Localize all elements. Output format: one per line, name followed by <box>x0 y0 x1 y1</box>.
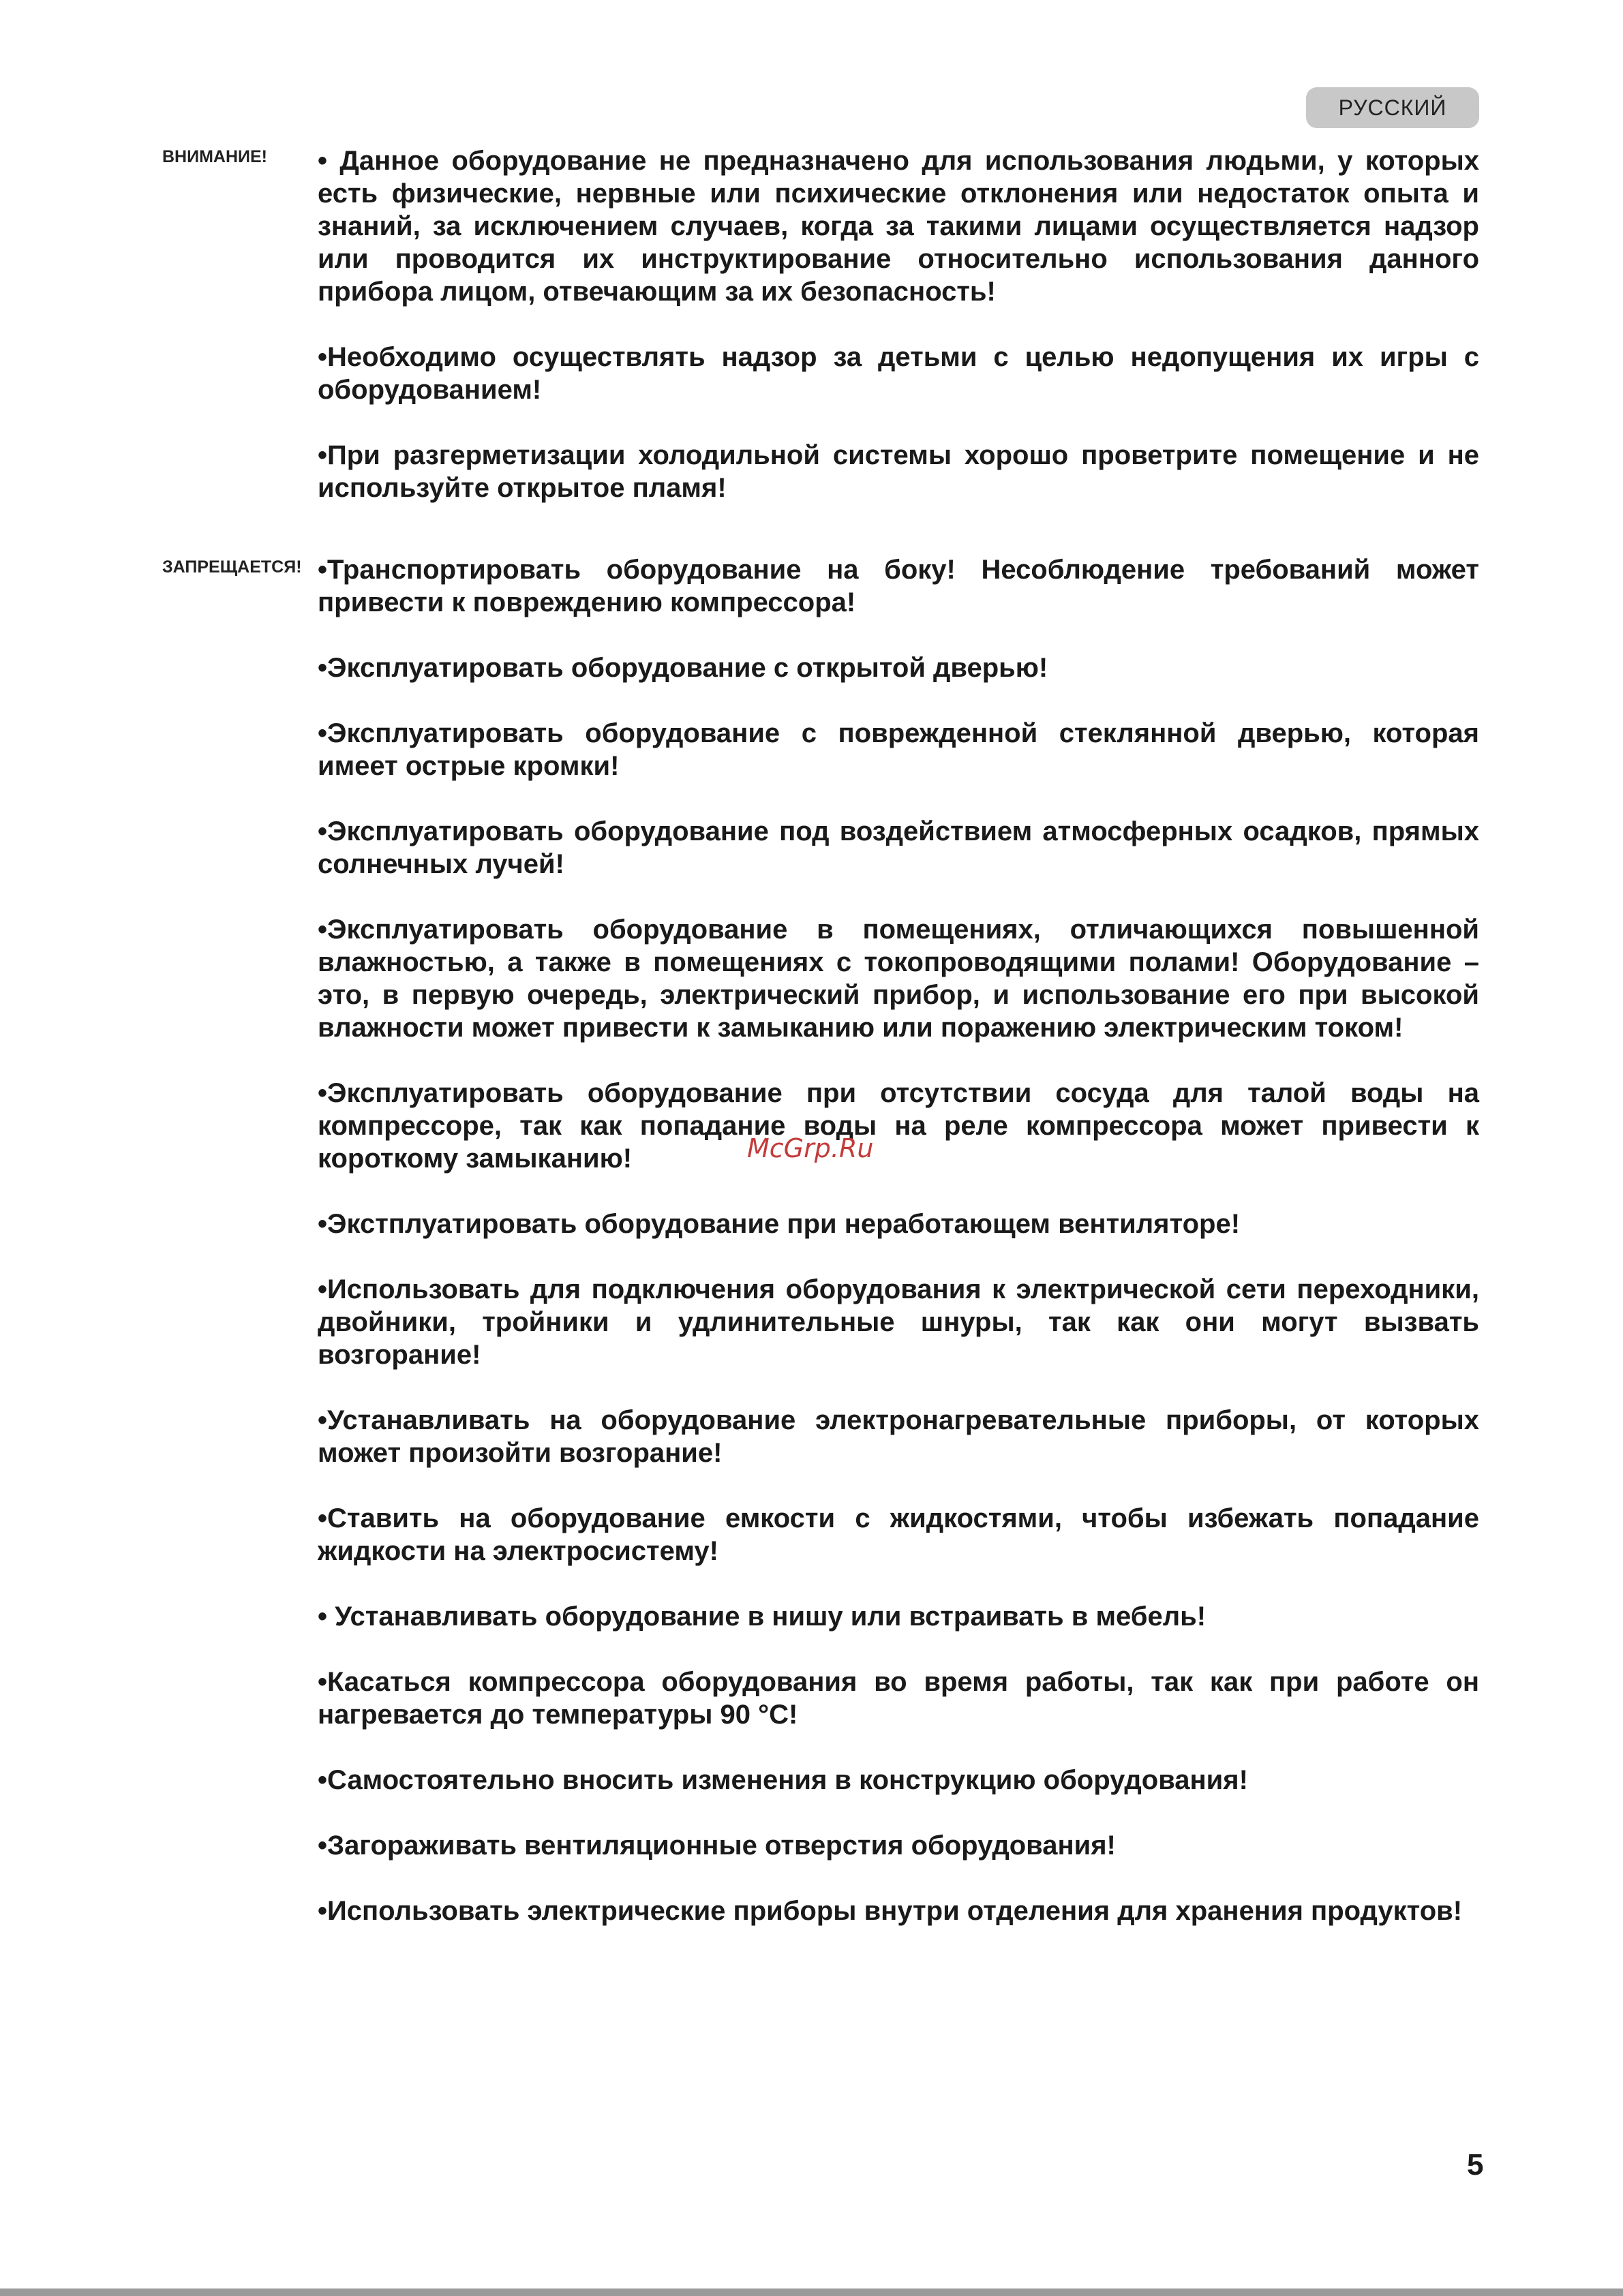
page-bottom-edge <box>0 2289 1623 2296</box>
warning-section <box>318 144 1479 504</box>
forbidden-item: •Эксплуатировать оборудование с открытой дверью! <box>318 653 1048 683</box>
watermark-link[interactable]: McGrp.Ru <box>747 1133 874 1163</box>
forbidden-item: •Устанавливать на оборудование электронагревательные приборы, от которых может произойти возгорание! <box>318 1405 1479 1468</box>
forbidden-item: •Использовать для подключения оборудования к электрической сети переходники, двойники, тройники и удлинительные шнуры, так как они могут вызвать возгорание! <box>318 1274 1479 1370</box>
forbidden-label: ЗАПРЕЩАЕТСЯ! <box>162 557 302 577</box>
forbidden-item: •Экстплуатировать оборудование при неработающем вентиляторе! <box>318 1209 1241 1239</box>
language-badge: РУССКИЙ <box>1306 87 1479 128</box>
forbidden-item: •Эксплуатировать оборудование под воздействием атмосферных осадков, прямых солнечных лучей! <box>318 816 1479 879</box>
forbidden-item: •Использовать электрические приборы внутри отделения для хранения продуктов! <box>318 1896 1463 1926</box>
warning-item: • Данное оборудование не предназначено для использования людьми, у которых есть физические, нервные или психические отклонения или недостаток опыта и знаний, за исключением случаев, когда за такими лицами осуществляется надзор или проводится их инструктирование относительно использования данного прибора лицом, отвечающим за их безопасность! <box>318 146 1479 307</box>
forbidden-item: •Эксплуатировать оборудование с поврежденной стеклянной дверью, которая имеет острые кромки! <box>318 718 1479 781</box>
forbidden-item: •Транспортировать оборудование на боку! Несоблюдение требований может привести к повреждению компрессора! <box>318 555 1479 617</box>
warning-item: •При разгерметизации холодильной системы хорошо проветрите помещение и не используйте открытое пламя! <box>318 440 1479 503</box>
warning-label: ВНИМАНИЕ! <box>162 147 267 166</box>
page-number: 5 <box>1467 2148 1484 2182</box>
forbidden-item: •Ставить на оборудование емкости с жидкостями, чтобы избежать попадание жидкости на электросистему! <box>318 1503 1479 1566</box>
warning-item: •Необходимо осуществлять надзор за детьми с целью недопущения их игры с оборудованием! <box>318 342 1479 405</box>
forbidden-item: • Устанавливать оборудование в нишу или встраивать в мебель! <box>318 1602 1207 1632</box>
forbidden-item: •Эксплуатировать оборудование при отсутствии сосуда для талой воды на компрессоре, так как попадание воды на реле компрессора может привести к короткому замыканию! <box>318 1078 1479 1174</box>
forbidden-item: •Касаться компрессора оборудования во время работы, так как при работе он нагревается до температуры 90 °С! <box>318 1667 1479 1730</box>
forbidden-section <box>318 553 1479 1927</box>
forbidden-item: •Самостоятельно вносить изменения в конструкцию оборудования! <box>318 1765 1248 1795</box>
forbidden-item: •Эксплуатировать оборудование в помещениях, отличающихся повышенной влажностью, а также в помещениях с токопроводящими полами! Оборудование – это, в первую очередь, электрический прибор, и использование его при высокой влажности может привести к замыканию или поражению электрическим током! <box>318 915 1479 1043</box>
forbidden-item: •Загораживать вентиляционные отверстия оборудования! <box>318 1831 1116 1861</box>
